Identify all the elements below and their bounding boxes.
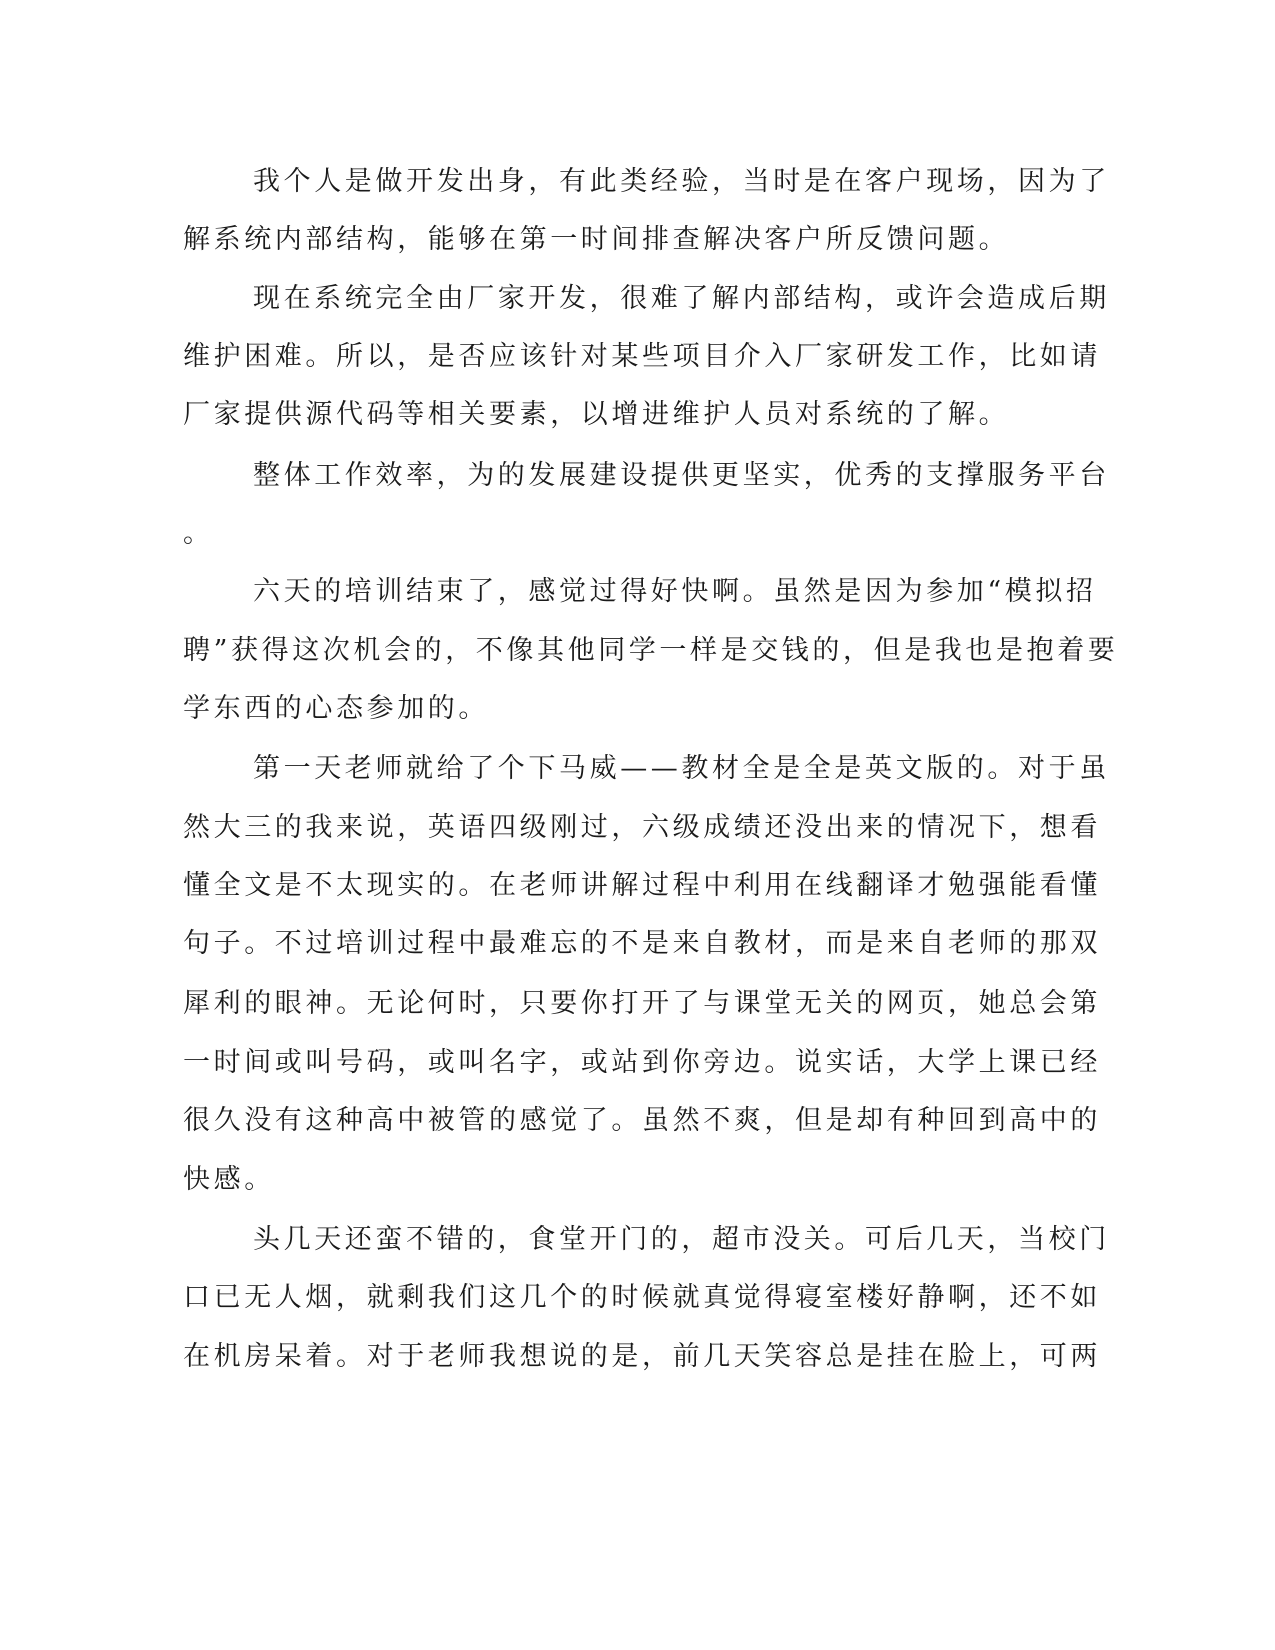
text-line: 很久没有这种高中被管的感觉了。虽然不爽，但是却有种回到高中的: [183, 1105, 1101, 1136]
text-line: 快感。: [183, 1164, 275, 1195]
text-line: 整体工作效率，为的发展建设提供更坚实，优秀的支撑服务平台: [253, 460, 1110, 491]
text-line: 懂全文是不太现实的。在老师讲解过程中利用在线翻译才勉强能看懂: [183, 870, 1101, 901]
text-line: 句子。不过培训过程中最难忘的不是来自教材，而是来自老师的那双: [183, 928, 1101, 959]
text-line: 。: [183, 518, 214, 549]
text-line: 现在系统完全由厂家开发，很难了解内部结构，或许会造成后期: [253, 283, 1110, 314]
text-line: 头几天还蛮不错的，食堂开门的，超市没关。可后几天，当校门: [253, 1224, 1110, 1255]
text-line: 聘”获得这次机会的，不像其他同学一样是交钱的，但是我也是抱着要: [183, 635, 1119, 666]
text-line: 维护困难。所以，是否应该针对某些项目介入厂家研发工作，比如请: [183, 341, 1101, 372]
text-line: 学东西的心态参加的。: [183, 693, 489, 724]
text-line: 口已无人烟，就剩我们这几个的时候就真觉得寝室楼好静啊，还不如: [183, 1282, 1101, 1313]
text-line: 然大三的我来说，英语四级刚过，六级成绩还没出来的情况下，想看: [183, 812, 1101, 843]
text-line: 六天的培训结束了，感觉过得好快啊。虽然是因为参加“模拟招: [253, 576, 1097, 607]
text-line: 一时间或叫号码，或叫名字，或站到你旁边。说实话，大学上课已经: [183, 1047, 1101, 1078]
text-line: 厂家提供源代码等相关要素，以增进维护人员对系统的了解。: [183, 399, 1010, 430]
text-line: 解系统内部结构，能够在第一时间排查解决客户所反馈问题。: [183, 224, 1010, 255]
text-line: 第一天老师就给了个下马威——教材全是全是英文版的。对于虽: [253, 753, 1110, 784]
text-line: 我个人是做开发出身，有此类经验，当时是在客户现场，因为了: [253, 166, 1110, 197]
text-line: 在机房呆着。对于老师我想说的是，前几天笑容总是挂在脸上，可两: [183, 1341, 1101, 1372]
text-line: 犀利的眼神。无论何时，只要你打开了与课堂无关的网页，她总会第: [183, 988, 1101, 1019]
